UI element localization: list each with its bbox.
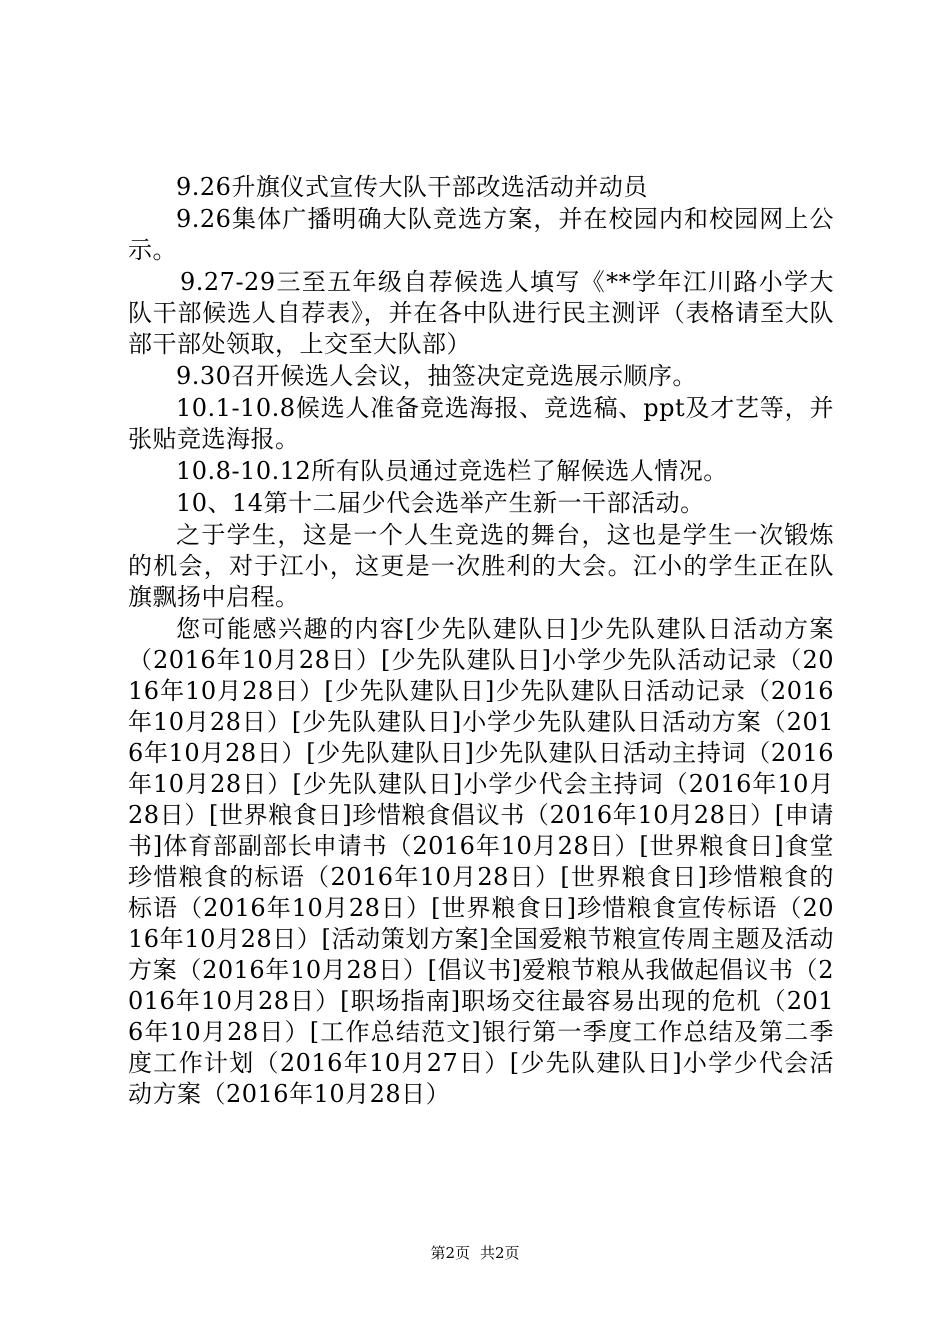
paragraph-schedule-10-14: 10、14第十二届少代会选举产生新一干部活动。 bbox=[176, 489, 705, 517]
paragraph-conclusion: 之于学生，这是一个人生竞选的舞台，这也是学生一次锻炼的机会，对于江小，这更是一次胜利的大会。江小的学生正在队旗飘扬中启程。 bbox=[128, 521, 834, 611]
page-number-total: 共2页 bbox=[480, 1244, 520, 1262]
paragraph-schedule-9-26-flag: 9.26升旗仪式宣传大队干部改选活动并动员 bbox=[176, 173, 648, 201]
paragraph-schedule-9-27: 9.27-29三至五年级自荐候选人填写《**学年江川路小学大队干部候选人自荐表》，并在各中队进行民主测评（表格请至大队部干部处领取，上交至大队部） bbox=[128, 268, 834, 358]
page-number-current: 第2页 bbox=[430, 1244, 470, 1262]
paragraph-schedule-10-8: 10.8-10.12所有队员通过竞选栏了解候选人情况。 bbox=[176, 457, 728, 485]
paragraph-schedule-10-1: 10.1-10.8候选人准备竞选海报、竞选稿、ppt及才艺等，并张贴竞选海报。 bbox=[128, 394, 834, 453]
paragraph-schedule-9-26-broadcast: 9.26集体广播明确大队竞选方案，并在校园内和校园网上公示。 bbox=[128, 205, 834, 264]
paragraph-schedule-9-30: 9.30召开候选人会议，抽签决定竞选展示顺序。 bbox=[176, 362, 697, 390]
document-body bbox=[128, 172, 834, 1110]
page-footer bbox=[0, 1243, 950, 1263]
paragraph-related-content: 您可能感兴趣的内容[少先队建队日]少先队建队日活动方案（2016年10月28日）[少先队建队日]小学少先队活动记录（2016年10月28日）[少先队建队日]少先队建队日活动记录（2016年10月28日）[少先队建队日]小学少先队建队日活动方案（2016年10月28日）[少先队建队日]少先队建队日活动主持词（2016年10月28日）[少先队建队日]小学少代会主持词（2016年10月28日）[世界粮食日]珍惜粮食倡议书（2016年10月28日）[申请书]体育部副部长申请书（2016年10月28日）[世界粮食日]食堂珍惜粮食的标语（2016年10月28日）[世界粮食日]珍惜粮食的标语（2016年10月28日）[世界粮食日]珍惜粮食宣传标语（2016年10月28日）[活动策划方案]全国爱粮节粮宣传周主题及活动方案（2016年10月28日）[倡议书]爱粮节粮从我做起倡议书（2016年10月28日）[职场指南]职场交往最容易出现的危机（2016年10月28日）[工作总结范文]银行第一季度工作总结及第二季度工作计划（2016年10月27日）[少先队建队日]小学少代会活动方案（2016年10月28日） bbox=[128, 615, 834, 1108]
